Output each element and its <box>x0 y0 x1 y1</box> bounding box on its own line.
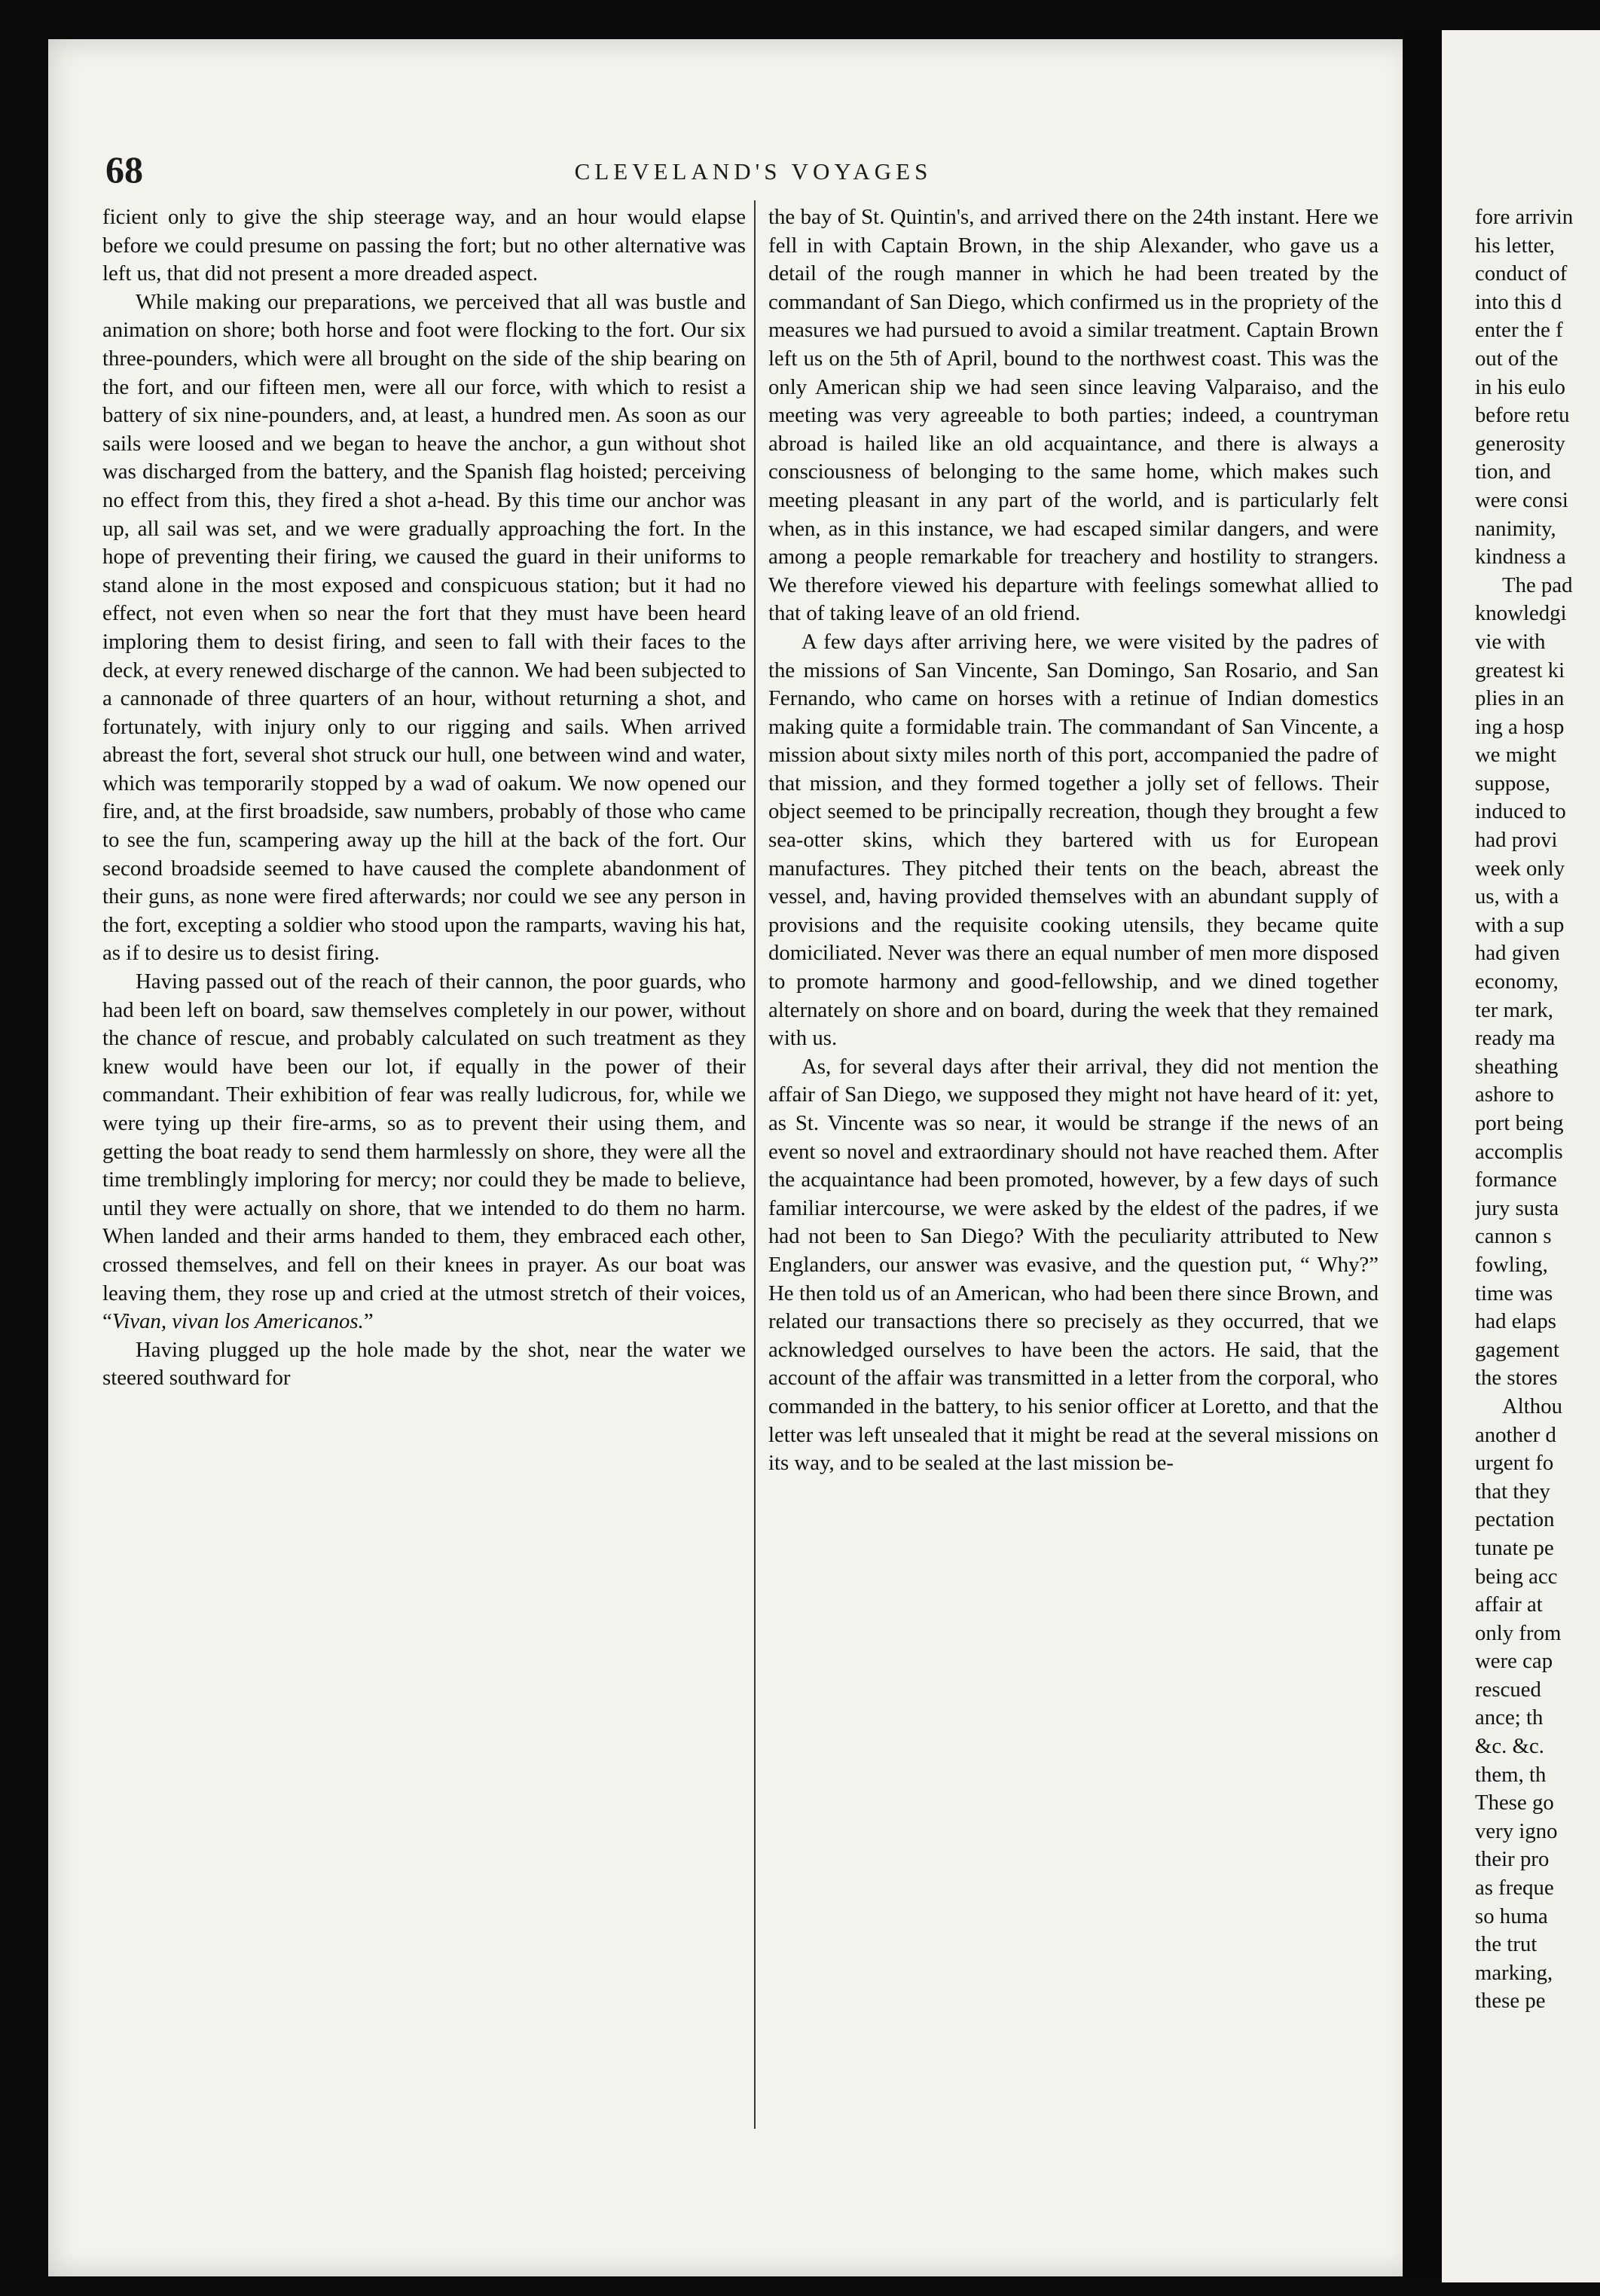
facing-page-line: jury susta <box>1475 1195 1559 1220</box>
running-head: CLEVELAND'S VOYAGES <box>574 158 933 185</box>
paragraph-continuation: ficient only to give the ship steerage way, and an hour would elapse before we could presume on passing the fort; but no other alternative was left us, that did not present a more dreaded aspect. <box>102 205 746 286</box>
facing-page-line: in his eulo <box>1475 374 1565 399</box>
column-rule <box>754 200 756 2129</box>
left-column <box>102 203 746 2147</box>
facing-page-line: knowledgi <box>1475 601 1567 626</box>
facing-page-line: Althou <box>1502 1394 1562 1418</box>
facing-page-line: ashore to <box>1475 1082 1554 1107</box>
facing-page-line: we might <box>1475 743 1556 768</box>
facing-page-line: The pad <box>1502 572 1573 597</box>
facing-page-line: cannon s <box>1475 1224 1552 1249</box>
facing-page <box>1442 30 1600 2282</box>
facing-page-line: before retu <box>1475 403 1570 428</box>
facing-page-line: economy, <box>1475 969 1559 994</box>
facing-page-line: very igno <box>1475 1818 1558 1843</box>
facing-page-line: the stores <box>1475 1366 1558 1391</box>
facing-page-line: the trut <box>1475 1932 1537 1957</box>
facing-page-line: marking, <box>1475 1960 1553 1985</box>
facing-page-line: gagement <box>1475 1337 1559 1362</box>
facing-page-line: accomplis <box>1475 1139 1563 1164</box>
facing-page-line: generosity <box>1475 431 1565 456</box>
facing-page-line: tunate pe <box>1475 1535 1554 1560</box>
facing-page-line: had provi <box>1475 828 1558 853</box>
facing-page-line: &c. &c. <box>1475 1734 1544 1759</box>
facing-page-line: urgent fo <box>1475 1451 1554 1476</box>
facing-page-line: fowling, <box>1475 1252 1548 1277</box>
facing-page-line: nanimity, <box>1475 516 1556 541</box>
facing-page-line: port being <box>1475 1111 1564 1135</box>
facing-page-line: These go <box>1475 1791 1554 1815</box>
book-gutter <box>1403 30 1442 2282</box>
facing-page-line: affair at <box>1475 1592 1543 1617</box>
facing-page-line: that they <box>1475 1479 1550 1504</box>
facing-page-line: plies in an <box>1475 686 1565 711</box>
closing-quote: ” <box>363 1309 374 1334</box>
facing-page-line: tion, and <box>1475 460 1551 484</box>
facing-page-line: greatest ki <box>1475 658 1565 682</box>
facing-page-line: had elaps <box>1475 1309 1556 1334</box>
facing-page-line: induced to <box>1475 799 1566 824</box>
facing-page-line: were cap <box>1475 1649 1553 1674</box>
facing-page-line: enter the f <box>1475 318 1563 343</box>
facing-page-line: ance; th <box>1475 1705 1544 1730</box>
facing-page-line: another d <box>1475 1422 1556 1447</box>
paragraph-plugged: Having plugged up the hole made by the shot, near the water we steered southward for <box>102 1337 746 1391</box>
facing-page-line: into this d <box>1475 289 1562 314</box>
facing-page-line: kindness a <box>1475 545 1566 569</box>
facing-page-line: conduct of <box>1475 261 1568 286</box>
facing-page-line: suppose, <box>1475 771 1550 795</box>
facing-page-line: ing a hosp <box>1475 714 1565 739</box>
facing-page-line: had given <box>1475 941 1560 966</box>
facing-page-line: out of the <box>1475 346 1559 371</box>
facing-page-text <box>1475 203 1600 2016</box>
facing-page-line: these pe <box>1475 1989 1546 2014</box>
facing-page-line: were consi <box>1475 487 1568 512</box>
middle-column <box>768 203 1379 2147</box>
paragraph-guards <box>102 968 746 1336</box>
facing-page-line: pectation <box>1475 1507 1555 1532</box>
page-number: 68 <box>105 148 143 191</box>
facing-page-line: with a sup <box>1475 912 1565 937</box>
facing-page-line: vie with <box>1475 629 1546 654</box>
facing-page-line: formance <box>1475 1168 1557 1192</box>
facing-page-line: sheathing <box>1475 1054 1559 1079</box>
facing-page-line: fore arrivin <box>1475 205 1574 229</box>
facing-page-line: their pro <box>1475 1847 1550 1872</box>
facing-page-line: as freque <box>1475 1876 1554 1901</box>
facing-page-line: ready ma <box>1475 1026 1556 1051</box>
facing-page-line: his letter, <box>1475 233 1556 258</box>
facing-page-line: them, th <box>1475 1762 1547 1787</box>
paragraph-st-quintins: the bay of St. Quintin's, and arrived there on the 24th instant. Here we fell in with Captain Brown, in the ship Alexander, who gave us a detail of the rough manner in which he had been treated by the commandant of San Diego, which confirmed us in the propriety of the measures we had pursued to avoid a similar treatment. Captain Brown left us on the 5th of April, bound to the northwest coast. This was the only American ship we had seen since leaving Valparaiso, and the meeting was very agreeable to both parties; indeed, a countryman abroad is hailed like an old acquaintance, and there is always a consciousness of belonging to the same home, which makes such meeting pleasant in any part of the world, and is particularly felt when, as in this instance, we had escaped similar dangers, and were among a people remarkable for treachery and hostility to strangers. We therefore viewed his departure with feelings somewhat allied to that of taking leave of an old friend. <box>768 205 1379 626</box>
paragraph-preparations: While making our preparations, we perceived that all was bustle and animation on shore; both horse and foot were flocking to the fort. Our six three-pounders, which were all brought on the side of the ship bearing on the fort, and our fifteen men, were all our force, with which to resist a battery of six nine-pounders, and, at least, a hundred men. As soon as our sails were loosed and we began to heave the anchor, a gun without shot was discharged from the battery, and the Spanish flag hoisted; perceiving no effect from this, they fired a shot a-head. By this time our anchor was up, all sail was set, and we were gradually approaching the fort. In the hope of preventing their firing, we caused the guard in their uniforms to stand alone in the most exposed and conspicuous station; but it had no effect, not even when so near the fort that they must have been heard imploring them to desist firing, and seen to fall with their faces to the deck, at every renewed discharge of the cannon. We had been subjected to a cannonade of three quarters of an hour, without returning a shot, and fortunately, with injury only to our rigging and sails. When arrived abreast the fort, several shot struck our hull, one between wind and water, which was temporarily stopped by a wad of oakum. We now opened our fire, and, at the first broadside, saw numbers, probably of those who came to see the fun, scampering away up the hill at the back of the fort. Our second broadside seemed to have caused the complete abandonment of their guns, as none were fired afterwards; nor could we see any person in the fort, excepting a soldier who stood upon the ramparts, waving his hat, as if to desire us to desist firing. <box>102 289 746 966</box>
facing-page-line: week only <box>1475 856 1565 881</box>
italic-quote: Vivan, vivan los Americanos. <box>111 1309 364 1334</box>
facing-page-line: being acc <box>1475 1564 1558 1589</box>
paragraph-guards-text: Having passed out of the reach of their cannon, the poor guards, who had been left on board, saw themselves completely in our power, without the chance of rescue, and probably calculated on such treatment as they knew would have been our lot, if equally in the power of their commandant. Their exhibition of fear was really ludicrous, for, while we were tying up their fire-arms, so as to prevent their using them, and getting the boat ready to send them harmlessly on shore, they were all the time tremblingly imploring for mercy; nor could they be made to believe, until they were actually on shore, that we intended to do them no harm. When landed and their arms handed to them, they embraced each other, crossed themselves, and fell on their knees in prayer. As our boat was leaving them, they rose up and cried at the utmost stretch of their voices, “ <box>102 969 746 1334</box>
paragraph-padres-visit: A few days after arriving here, we were visited by the padres of the missions of San Vincente, San Domingo, San Rosario, and San Fernando, who came on horses with a retinue of Indian domestics making quite a formidable train. The commandant of San Vincente, a mission about sixty miles north of this port, accompanied the padre of that mission, and they formed together a jolly set of fellows. Their object seemed to be principally recreation, though they brought a few sea-otter skins, which they bartered with us for European manufactures. They pitched their tents on the beach, abreast the vessel, and, having provided themselves with an abundant supply of provisions and the requisite cooking utensils, they became quite domiciliated. Never was there an equal number of men more disposed to promote harmony and good-fellowship, and we dined together alternately on shore and on board, during the week that they remained with us. <box>768 629 1379 1051</box>
paragraph-san-diego-affair: As, for several days after their arrival, they did not mention the affair of San Diego, we supposed they might not have heard of it: yet, as St. Vincente was so near, it would be strange if the news of an event so novel and extraordinary should not have reached them. After the acquaintance had been promoted, however, by a few days of such familiar intercourse, we were asked by the eldest of the padres, if we had not been to San Diego? With the peculiarity attributed to New Englanders, our answer was evasive, and the question put, “ Why?” He then told us of an American, who had been there since Brown, and related our transactions there so precisely as they occurred, that we acknowledged ourselves to have been the actors. He said, that the account of the affair was transmitted in a letter from the corporal, who commanded in the battery, to his senior officer at Loretto, and that the letter was left unsealed that it might be read at the several missions on its way, and to be sealed at the last mission be- <box>768 1054 1379 1476</box>
facing-page-line: rescued <box>1475 1677 1541 1702</box>
facing-page-line: ter mark, <box>1475 997 1553 1022</box>
facing-page-line: only from <box>1475 1620 1562 1645</box>
facing-page-line: us, with a <box>1475 884 1559 909</box>
facing-page-line: time was <box>1475 1281 1553 1305</box>
facing-page-line: so huma <box>1475 1904 1548 1928</box>
